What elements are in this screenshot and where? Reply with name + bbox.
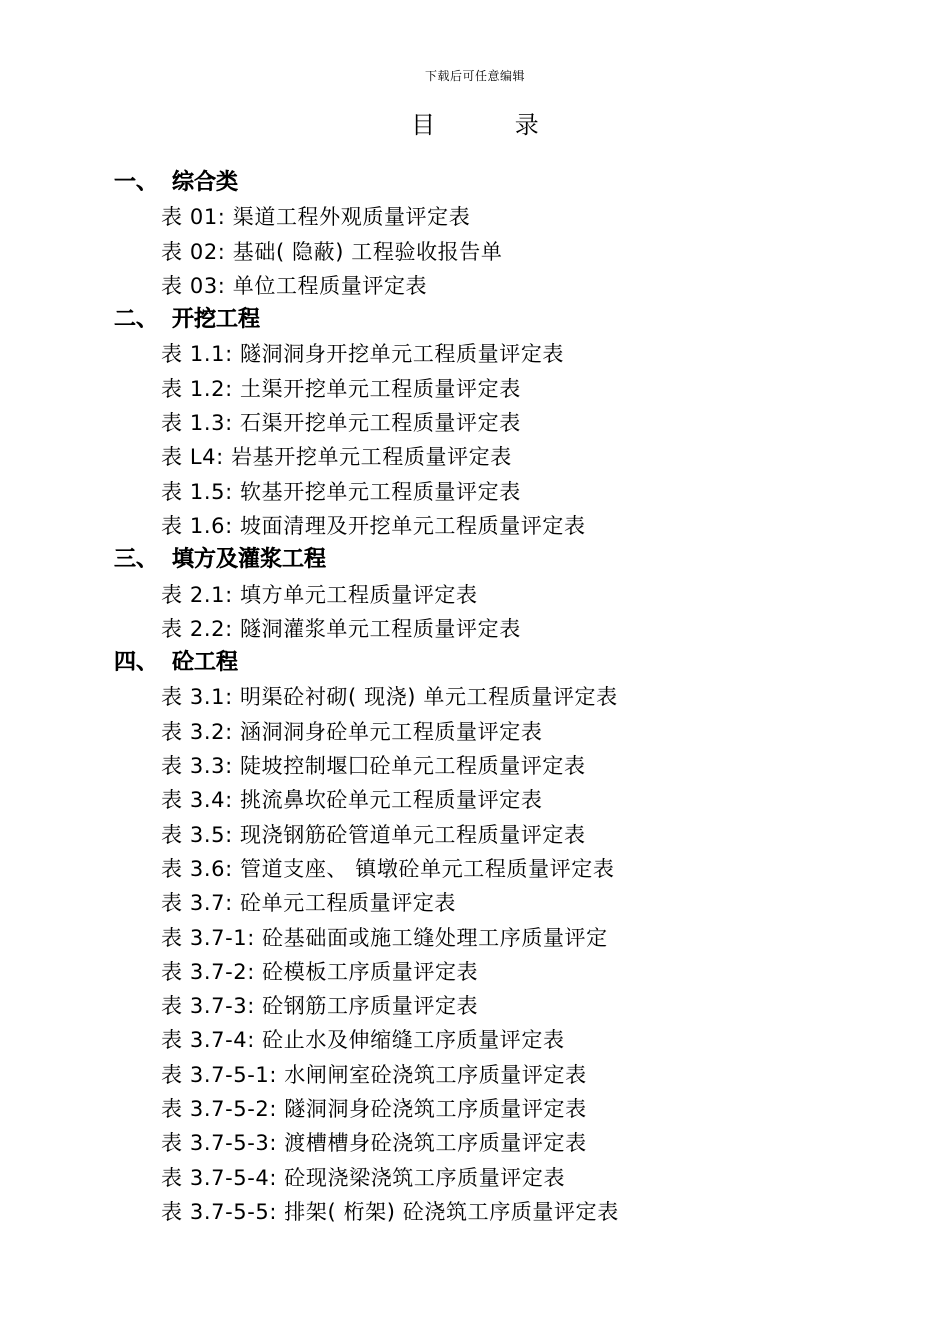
toc-entry bbox=[0, 1058, 950, 1092]
toc-entry bbox=[0, 921, 950, 955]
toc-entry-text: 表 2.2: 隧洞灌浆单元工程质量评定表 bbox=[161, 616, 521, 641]
toc-entry-text: 表 3.2: 涵洞洞身砼单元工程质量评定表 bbox=[161, 719, 543, 744]
toc-entry-text: 表 02: 基础( 隐蔽) 工程验收报告单 bbox=[161, 239, 503, 264]
toc-entry-text: 表 1.5: 软基开挖单元工程质量评定表 bbox=[161, 479, 521, 504]
section-label: 开挖工程 bbox=[172, 307, 261, 333]
toc-entry-text: 表 1.1: 隧洞洞身开挖单元工程质量评定表 bbox=[161, 342, 565, 367]
toc-entry bbox=[0, 818, 950, 852]
section-number: 四、 bbox=[114, 650, 159, 676]
toc-entry bbox=[0, 406, 950, 440]
toc-entry-text: 表 1.6: 坡面清理及开挖单元工程质量评定表 bbox=[161, 513, 586, 538]
toc-entry-text: 表 3.6: 管道支座、 镇墩砼单元工程质量评定表 bbox=[161, 856, 615, 881]
toc-entry bbox=[0, 955, 950, 989]
toc-entry bbox=[0, 1092, 950, 1126]
section-number: 三、 bbox=[114, 547, 159, 573]
table-of-contents bbox=[0, 166, 950, 1229]
toc-entry bbox=[0, 680, 950, 714]
toc-entry-text: 表 3.4: 挑流鼻坎砼单元工程质量评定表 bbox=[161, 788, 543, 813]
toc-entry-text: 表 1.2: 土渠开挖单元工程质量评定表 bbox=[161, 376, 521, 401]
toc-entry bbox=[0, 783, 950, 817]
section-label: 砼工程 bbox=[172, 650, 239, 676]
toc-entry-text: 表 3.3: 陡坡控制堰囗砼单元工程质量评定表 bbox=[161, 754, 586, 779]
toc-entry bbox=[0, 235, 950, 269]
toc-entry-text: 表 3.7: 砼单元工程质量评定表 bbox=[161, 891, 457, 916]
toc-entry bbox=[0, 337, 950, 371]
toc-section-heading bbox=[0, 166, 950, 200]
toc-entry-text: 表 3.7-3: 砼钢筋工序质量评定表 bbox=[161, 994, 479, 1019]
toc-entry bbox=[0, 1195, 950, 1229]
toc-entry bbox=[0, 372, 950, 406]
toc-entry-text: 表 1.3: 石渠开挖单元工程质量评定表 bbox=[161, 411, 521, 436]
toc-entry bbox=[0, 509, 950, 543]
toc-entry-text: 表 3.1: 明渠砼衬砌( 现浇) 单元工程质量评定表 bbox=[161, 685, 618, 710]
section-number: 一、 bbox=[114, 170, 159, 195]
toc-entry-text: 表 03: 单位工程质量评定表 bbox=[161, 273, 428, 298]
toc-entry bbox=[0, 1126, 950, 1160]
toc-section-heading bbox=[0, 543, 950, 577]
toc-entry bbox=[0, 749, 950, 783]
toc-entry-text: 表 L4: 岩基开挖单元工程质量评定表 bbox=[161, 445, 512, 470]
toc-entry bbox=[0, 612, 950, 646]
toc-entry-text: 表 3.7-5-2: 隧洞洞身砼浇筑工序质量评定表 bbox=[161, 1097, 587, 1122]
header-note: 下载后可任意编辑 bbox=[424, 69, 525, 83]
toc-entry bbox=[0, 269, 950, 303]
toc-entry-text: 表 01: 渠道工程外观质量评定表 bbox=[161, 205, 471, 230]
section-number: 二、 bbox=[114, 307, 159, 333]
toc-section-heading bbox=[0, 303, 950, 337]
toc-entry bbox=[0, 886, 950, 920]
toc-entry bbox=[0, 989, 950, 1023]
toc-entry-text: 表 3.7-5-1: 水闸闸室砼浇筑工序质量评定表 bbox=[161, 1062, 587, 1087]
section-label: 填方及灌浆工程 bbox=[172, 547, 327, 573]
toc-entry-text: 表 3.7-1: 砼基础面或施工缝处理工序质量评定 bbox=[161, 925, 608, 950]
toc-entry bbox=[0, 715, 950, 749]
toc-section-heading bbox=[0, 646, 950, 680]
toc-entry-text: 表 3.5: 现浇钢筋砼管道单元工程质量评定表 bbox=[161, 822, 586, 847]
page-title: 目 录 bbox=[411, 111, 575, 139]
toc-entry-text: 表 3.7-4: 砼止水及伸缩缝工序质量评定表 bbox=[161, 1028, 565, 1053]
toc-entry-text: 表 3.7-2: 砼模板工序质量评定表 bbox=[161, 959, 479, 984]
toc-entry-text: 表 2.1: 填方单元工程质量评定表 bbox=[161, 582, 478, 607]
toc-entry bbox=[0, 852, 950, 886]
section-label: 综合类 bbox=[172, 170, 239, 195]
toc-entry-text: 表 3.7-5-3: 渡槽槽身砼浇筑工序质量评定表 bbox=[161, 1131, 587, 1156]
toc-entry bbox=[0, 440, 950, 474]
toc-entry bbox=[0, 200, 950, 234]
toc-entry bbox=[0, 578, 950, 612]
toc-entry-text: 表 3.7-5-5: 排架( 桁架) 砼浇筑工序质量评定表 bbox=[161, 1199, 619, 1224]
toc-entry bbox=[0, 1023, 950, 1057]
toc-entry bbox=[0, 1161, 950, 1195]
toc-entry bbox=[0, 475, 950, 509]
toc-entry-text: 表 3.7-5-4: 砼现浇梁浇筑工序质量评定表 bbox=[161, 1165, 566, 1190]
